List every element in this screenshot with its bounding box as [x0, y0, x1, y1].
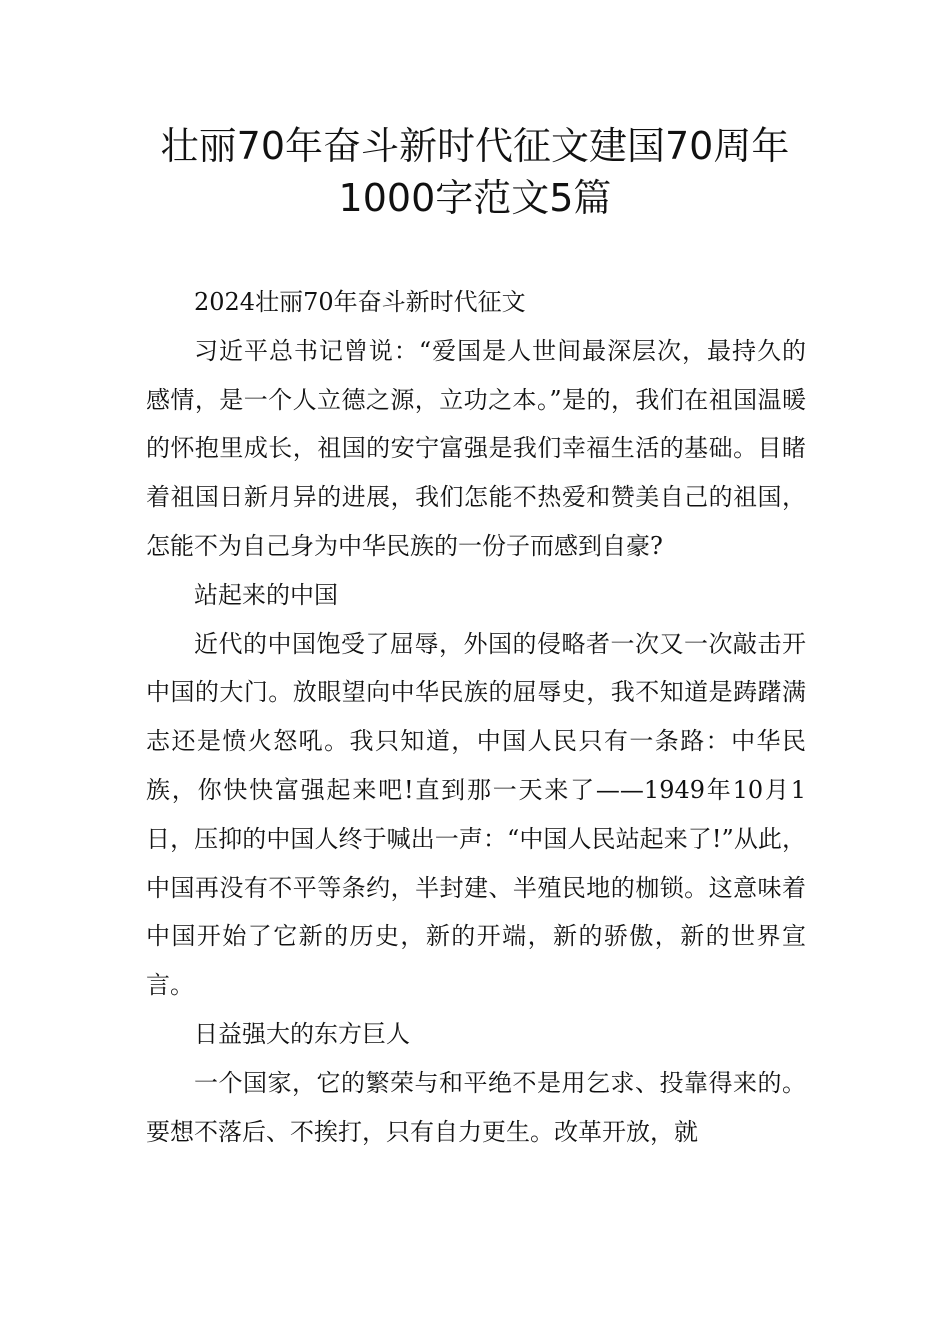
section-heading-stand-up: 站起来的中国: [194, 580, 338, 609]
document-title: [100, 120, 850, 224]
document-body: [146, 278, 806, 1156]
section-heading-east-giant: 日益强大的东方巨人: [194, 1019, 410, 1048]
paragraph-intro: 习近平总书记曾说：“爱国是人世间最深层次，最持久的感情，是一个人立德之源，立功之本。”是的，我们在祖国温暖的怀抱里成长，祖国的安宁富强是我们幸福生活的基础。目睹着祖国日新月异的进展，我们怎能不热爱和赞美自己的祖国，怎能不为自己身为中华民族的一份子而感到自豪?: [146, 336, 806, 560]
section-heading-essay: 2024壮丽70年奋斗新时代征文: [194, 288, 526, 316]
title-line-1: 壮丽70年奋斗新时代征文建国70周年: [160, 124, 790, 168]
paragraph-stand-up: 近代的中国饱受了屈辱，外国的侵略者一次又一次敲击开中国的大门。放眼望向中华民族的屈辱史，我不知道是踌躇满志还是愤火怒吼。我只知道，中国人民只有一条路：中华民族，你快快富强起来吧!直到那一天来了——1949年10月1日，压抑的中国人终于喊出一声：“中国人民站起来了!”从此，中国再没有不平等条约，半封建、半殖民地的枷锁。这意味着中国开始了它新的历史，新的开端，新的骄傲，新的世界宣言。: [146, 629, 806, 1000]
paragraph-east-giant: 一个国家，它的繁荣与和平绝不是用乞求、投靠得来的。要想不落后、不挨打，只有自力更生。改革开放，就: [146, 1068, 806, 1146]
title-line-2: 1000字范文5篇: [338, 176, 612, 220]
